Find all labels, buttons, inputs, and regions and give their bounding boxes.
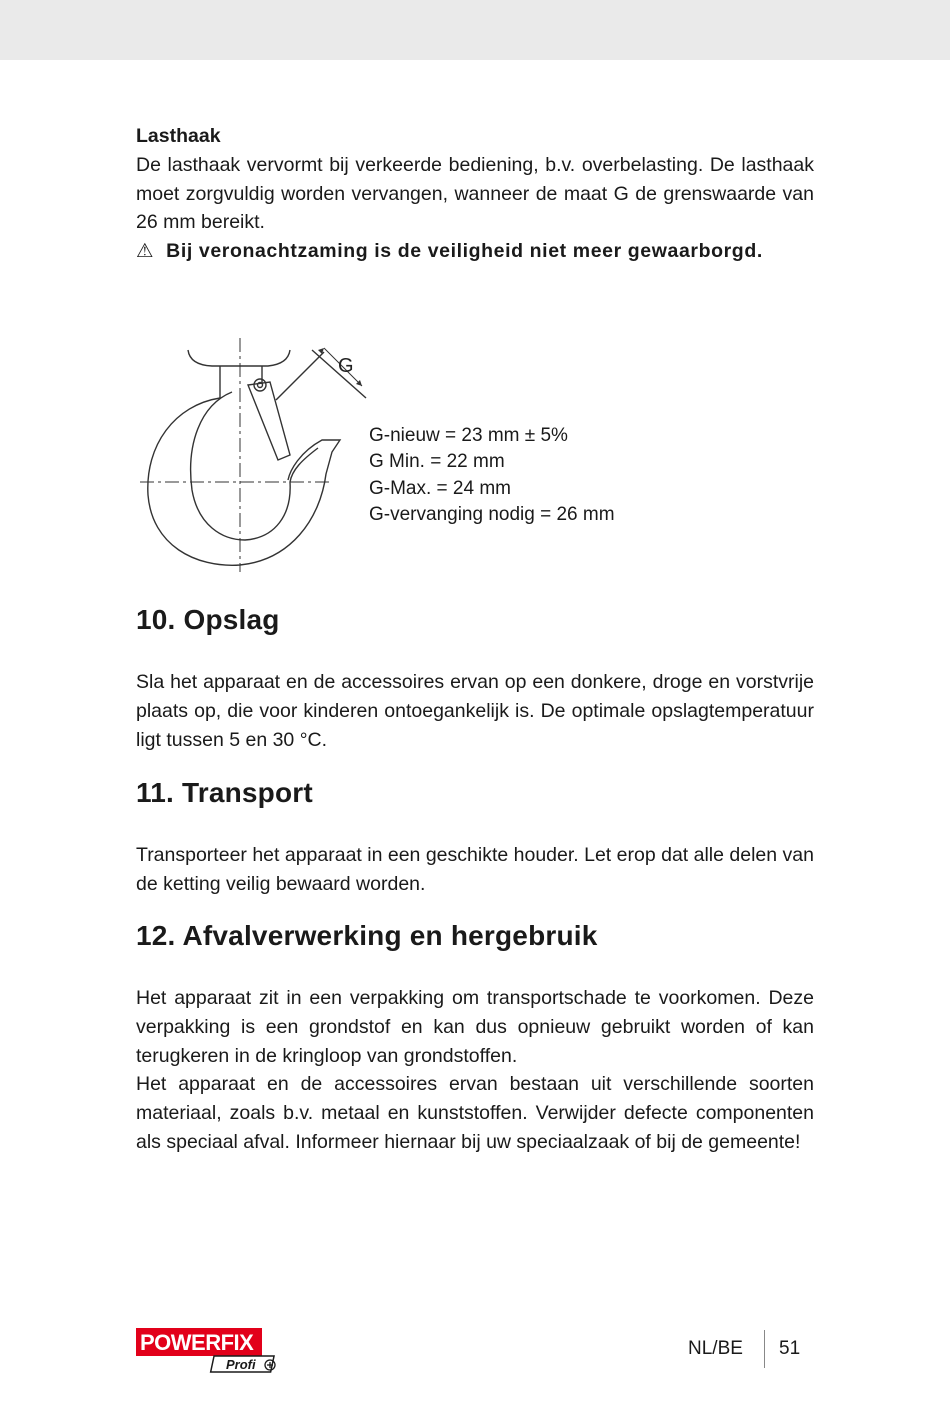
lasthaak-section <box>136 122 814 266</box>
transport-body-wrap <box>136 841 814 899</box>
lasthaak-body: De lasthaak vervormt bij verkeerde bediening, b.v. overbelasting. De lasthaak moet zorgvuldig worden vervangen, wanneer de maat G de grenswaarde van 26 mm bereikt. <box>136 153 814 234</box>
spec-g-max: G-Max. = 24 mm <box>369 477 511 499</box>
heading-opslag: 10. Opslag <box>136 604 280 635</box>
page-number: 51 <box>779 1338 801 1359</box>
footer-language: NL/BE <box>688 1338 743 1359</box>
afvalverwerking-body-1: Het apparaat zit in een verpakking om transportschade te voorkomen. Deze verpakking is een grondstof en kan dus opnieuw gebruikt worden of kan terugkeren in de kringloop van grondstoffen. <box>136 987 814 1067</box>
section-afvalverwerking <box>136 920 814 952</box>
top-band <box>0 0 950 60</box>
afvalverwerking-body-2: Het apparaat en de accessoires ervan bestaan uit verschillende soorten materiaal, zoals b.v. metaal en kunststoffen. Verwijder defecte componenten als speciaal afval. Informeer hiernaar bij uw speciaalzaak of bij de gemeente! <box>136 1073 814 1153</box>
hook-spec-list <box>369 423 615 528</box>
brand-text: POWERFIX <box>140 1330 254 1355</box>
lasthaak-title: Lasthaak <box>136 125 221 147</box>
brand-sub-text: Profi <box>226 1357 256 1372</box>
spec-g-vervanging: G-vervanging nodig = 26 mm <box>369 503 615 525</box>
footer-divider <box>764 1330 765 1368</box>
heading-afvalverwerking: 12. Afvalverwerking en hergebruik <box>136 920 598 951</box>
lasthaak-warning <box>136 237 814 266</box>
section-opslag <box>136 604 814 636</box>
opslag-body: Sla het apparaat en de accessoires ervan op een donkere, droge en vorstvrije plaats op, die voor kinderen ontoegankelijk is. De optimale opslagtemperatuur ligt tussen 5 en 30 °C. <box>136 671 814 751</box>
spec-g-nieuw: G-nieuw = 23 mm ± 5% <box>369 425 568 446</box>
transport-body: Transporteer het apparaat in een geschikte houder. Let erop dat alle delen van de ketting veilig bewaard worden. <box>136 844 814 895</box>
section-transport <box>136 777 814 809</box>
load-hook-diagram <box>130 330 380 580</box>
powerfix-logo <box>136 1328 286 1376</box>
spec-g-min: G Min. = 22 mm <box>369 451 505 473</box>
opslag-body-wrap <box>136 668 814 754</box>
afvalverwerking-body-wrap <box>136 984 814 1157</box>
lasthaak-warning-text: Bij veronachtzaming is de veiligheid niet meer gewaarborgd. <box>166 240 763 263</box>
dimension-g-label: G <box>338 355 354 377</box>
heading-transport: 11. Transport <box>136 777 313 808</box>
warning-triangle-icon: ⚠ <box>136 240 155 263</box>
